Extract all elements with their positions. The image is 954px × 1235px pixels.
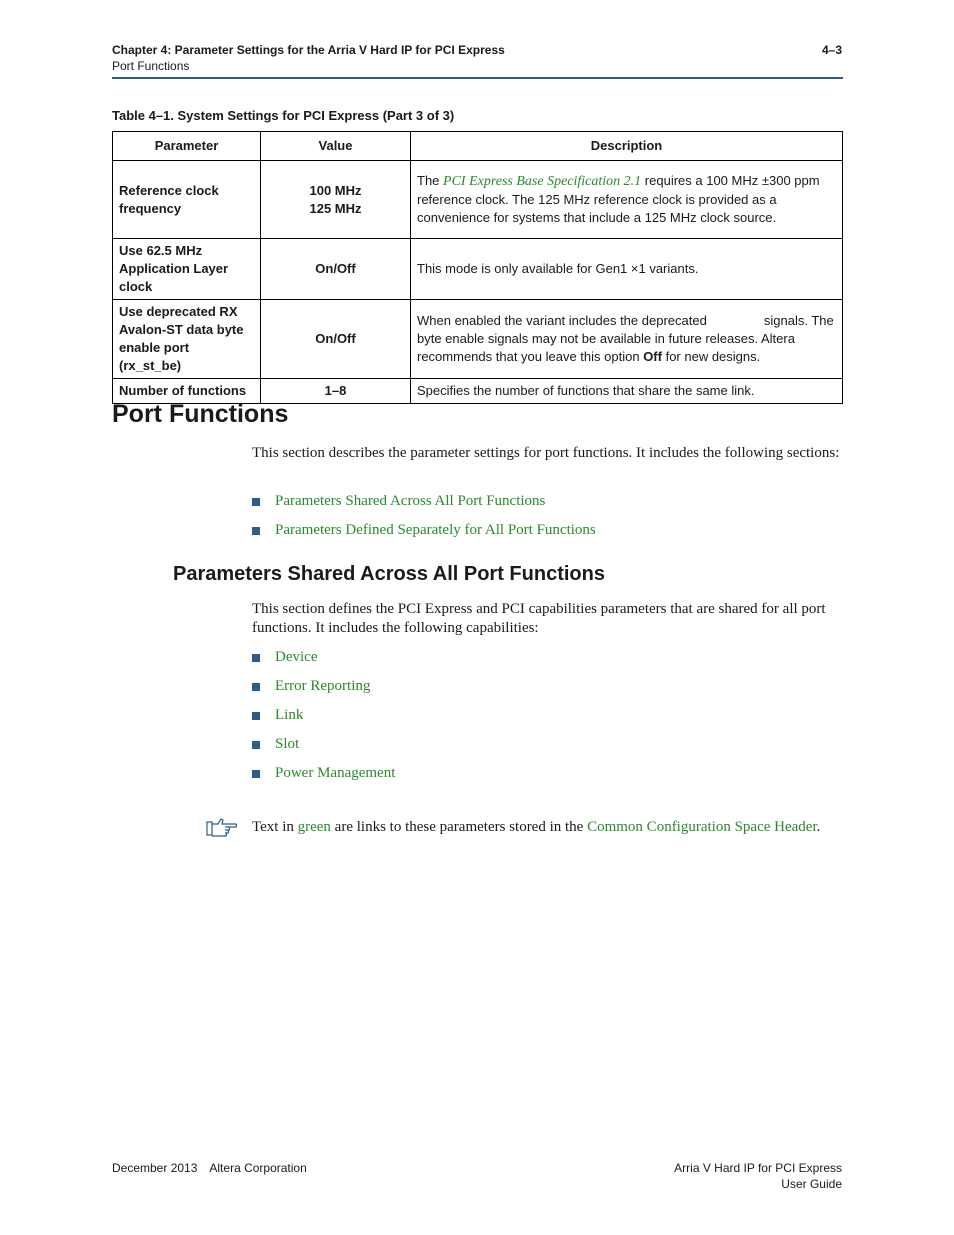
bullet-square-icon: [252, 498, 260, 506]
bullet-square-icon: [252, 683, 260, 691]
green-word: green: [297, 819, 331, 835]
description-text: The: [417, 173, 444, 188]
parameter-cell: Number of functions: [113, 379, 261, 404]
footer-doc-title: Arria V Hard IP for PCI Express: [674, 1161, 842, 1175]
description-text: for new designs.: [661, 349, 761, 364]
bullet-square-icon: [252, 527, 260, 535]
hidden-signal-name: rx_st_be: [710, 313, 761, 328]
parameter-cell: Use deprecated RX Avalon-ST data byte enable port (rx_st_be): [113, 300, 261, 379]
section-name: Port Functions: [112, 59, 190, 73]
description-text: requires a 100 MHz ±300 ppm reference clock. The 125 MHz reference clock is provided as a convenience for systems that include a 125 MHz clock source.: [417, 173, 820, 225]
list-item: [252, 521, 596, 550]
value-cell: [261, 161, 411, 239]
description-cell: Specifies the number of functions that share the same link.: [411, 379, 843, 404]
list-item: [252, 735, 395, 764]
section-intro: This section describes the parameter settings for port functions. It includes the following sections:: [252, 445, 840, 461]
note-text: [252, 818, 844, 837]
link-params-shared[interactable]: Parameters Shared Across All Port Functions: [275, 493, 546, 509]
page-header: [112, 42, 842, 74]
link-link[interactable]: Link: [275, 707, 304, 723]
header-rule: [112, 77, 843, 79]
description-text: When enabled the variant includes the deprecated: [417, 313, 711, 328]
bullet-square-icon: [252, 654, 260, 662]
subsection-intro: This section defines the PCI Express and PCI capabilities parameters that are shared for all port functions. It includes the following capabilities:: [252, 601, 826, 636]
description-bold: Off: [643, 349, 662, 364]
bullet-square-icon: [252, 741, 260, 749]
parameter-cell: Reference clock frequency: [113, 161, 261, 239]
description-cell: [411, 300, 843, 379]
bullet-square-icon: [252, 712, 260, 720]
link-device[interactable]: Device: [275, 649, 318, 665]
bullet-square-icon: [252, 770, 260, 778]
link-params-separate[interactable]: Parameters Defined Separately for All Port Functions: [275, 522, 596, 538]
list-item: [252, 648, 395, 677]
description-cell: This mode is only available for Gen1 ×1 variants.: [411, 239, 843, 300]
list-item: [252, 492, 596, 521]
table-row: [113, 161, 843, 239]
column-header-value: Value: [261, 132, 411, 161]
pointing-hand-note-icon: [206, 818, 238, 838]
footer-company: Altera Corporation: [209, 1161, 307, 1175]
value-cell: On/Off: [261, 300, 411, 379]
footer-date: December 2013: [112, 1161, 198, 1175]
note-text-part: are links to these parameters stored in the: [330, 819, 588, 835]
list-item: [252, 706, 395, 735]
note-text-part: .: [816, 819, 821, 835]
table-row: [113, 300, 843, 379]
list-item: [252, 764, 395, 793]
note-text-part: Text in: [252, 819, 298, 835]
chapter-title: Chapter 4: Parameter Settings for the Arria V Hard IP for PCI Express: [112, 43, 505, 57]
value-cell: 1–8: [261, 379, 411, 404]
list-item: [252, 677, 395, 706]
section-link-list: [252, 492, 596, 550]
link-slot[interactable]: Slot: [275, 736, 300, 752]
section-heading-port-functions: Port Functions: [112, 400, 289, 428]
footer-doc-type: User Guide: [781, 1177, 842, 1191]
system-settings-table: [112, 131, 843, 404]
column-header-description: Description: [411, 132, 843, 161]
page-number: 4–3: [821, 43, 842, 57]
table-caption: Table 4–1. System Settings for PCI Express (Part 3 of 3): [112, 108, 455, 123]
description-cell: [411, 161, 843, 239]
capability-link-list: [252, 648, 395, 793]
link-error-reporting[interactable]: Error Reporting: [275, 678, 371, 694]
link-power-management[interactable]: Power Management: [275, 765, 396, 781]
table-header-row: [113, 132, 843, 161]
value-line: 100 MHz: [309, 182, 362, 198]
link-common-config-header[interactable]: Common Configuration Space Header: [587, 819, 817, 835]
page-footer-right: [674, 1160, 842, 1192]
value-cell: On/Off: [261, 239, 411, 300]
page-footer-left: [112, 1160, 307, 1176]
pcie-spec-link[interactable]: PCI Express Base Specification 2.1: [443, 174, 642, 189]
description-text: signals. The byte enable signals may not be available in future releases. Altera recommends that you leave this option: [417, 313, 834, 364]
column-header-parameter: Parameter: [113, 132, 261, 161]
subsection-heading: Parameters Shared Across All Port Functions: [173, 563, 605, 585]
value-line: 125 MHz: [309, 200, 362, 216]
table-row: [113, 239, 843, 300]
parameter-cell: Use 62.5 MHz Application Layer clock: [113, 239, 261, 300]
